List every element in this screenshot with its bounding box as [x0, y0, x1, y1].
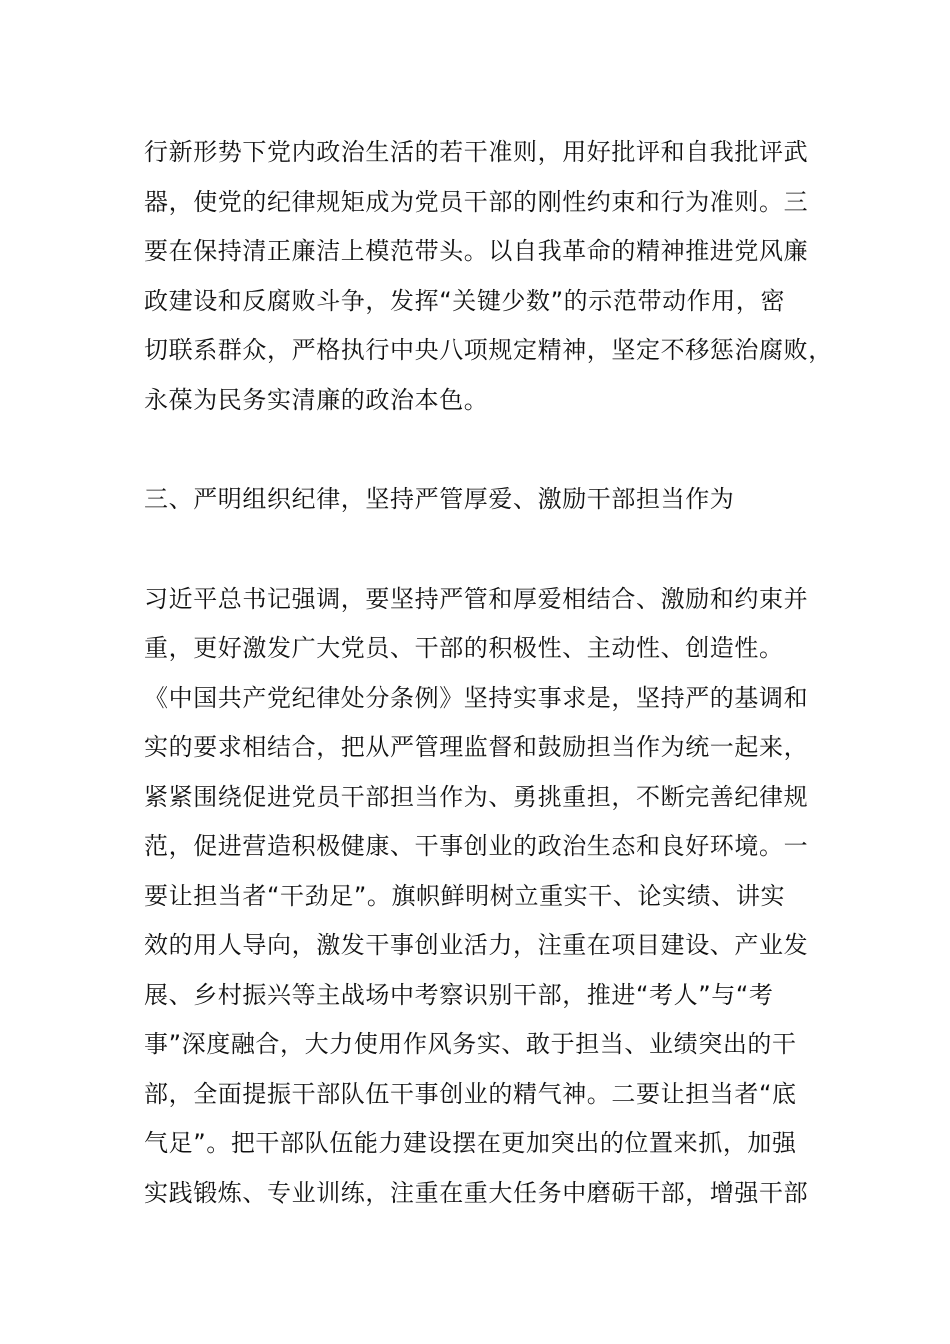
text-line: 永葆为民务实清廉的政治本色。	[144, 385, 489, 414]
text-line: 行新形势下党内政治生活的若干准则，用好批评和自我批评武	[144, 138, 809, 166]
text-line: 重，更好激发广大党员、干部的积极性、主动性、创造性。	[144, 634, 784, 662]
text-line: 器，使党的纪律规矩成为党员干部的刚性约束和行为准则。三	[144, 187, 809, 216]
text-line: 实践锻炼、专业训练，注重在重大任务中磨砺干部，增强干部	[144, 1178, 809, 1207]
text-line: 气足”。把干部队伍能力建设摆在更加突出的位置来抓，加强	[144, 1129, 797, 1157]
paragraph-body	[144, 575, 824, 1219]
text-line: 习近平总书记强调，要坚持严管和厚爱相结合、激励和约束并	[144, 584, 809, 613]
text-line: 展、乡村振兴等主战场中考察识别干部，推进“考人”与“考	[144, 980, 774, 1009]
text-line: 效的用人导向，激发干事创业活力，注重在项目建设、产业发	[144, 931, 809, 959]
text-line: 部，全面提振干部队伍干事创业的精气神。二要让担当者“底	[144, 1079, 797, 1108]
text-line: 范，促进营造积极健康、干事创业的政治生态和良好环境。一	[144, 832, 809, 860]
text-line: 事”深度融合，大力使用作风务实、敢于担当、业绩突出的干	[144, 1030, 797, 1058]
text-line: 实的要求相结合，把从严管理监督和鼓励担当作为统一起来，	[144, 733, 809, 761]
text-line: 要在保持清正廉洁上模范带头。以自我革命的精神推进党风廉	[144, 237, 809, 265]
paragraph-gap	[144, 425, 824, 475]
text-line: 切联系群众，严格执行中央八项规定精神，坚定不移惩治腐败，	[144, 336, 833, 364]
paragraph-gap	[144, 525, 824, 575]
text-line: 政建设和反腐败斗争，发挥“关键少数”的示范带动作用，密	[144, 286, 786, 315]
text-line: 《中国共产党纪律处分条例》坚持实事求是，坚持严的基调和	[144, 683, 809, 712]
section-heading	[144, 475, 824, 525]
text-line: 要让担当者“干劲足”。旗帜鲜明树立重实干、论实绩、讲实	[144, 881, 786, 910]
heading-text: 三、严明组织纪律，坚持严管厚爱、激励干部担当作为	[144, 485, 735, 513]
paragraph-continuation	[144, 128, 833, 425]
text-line: 紧紧围绕促进党员干部担当作为、勇挑重担，不断完善纪律规	[144, 782, 809, 811]
document-page	[144, 128, 833, 1218]
